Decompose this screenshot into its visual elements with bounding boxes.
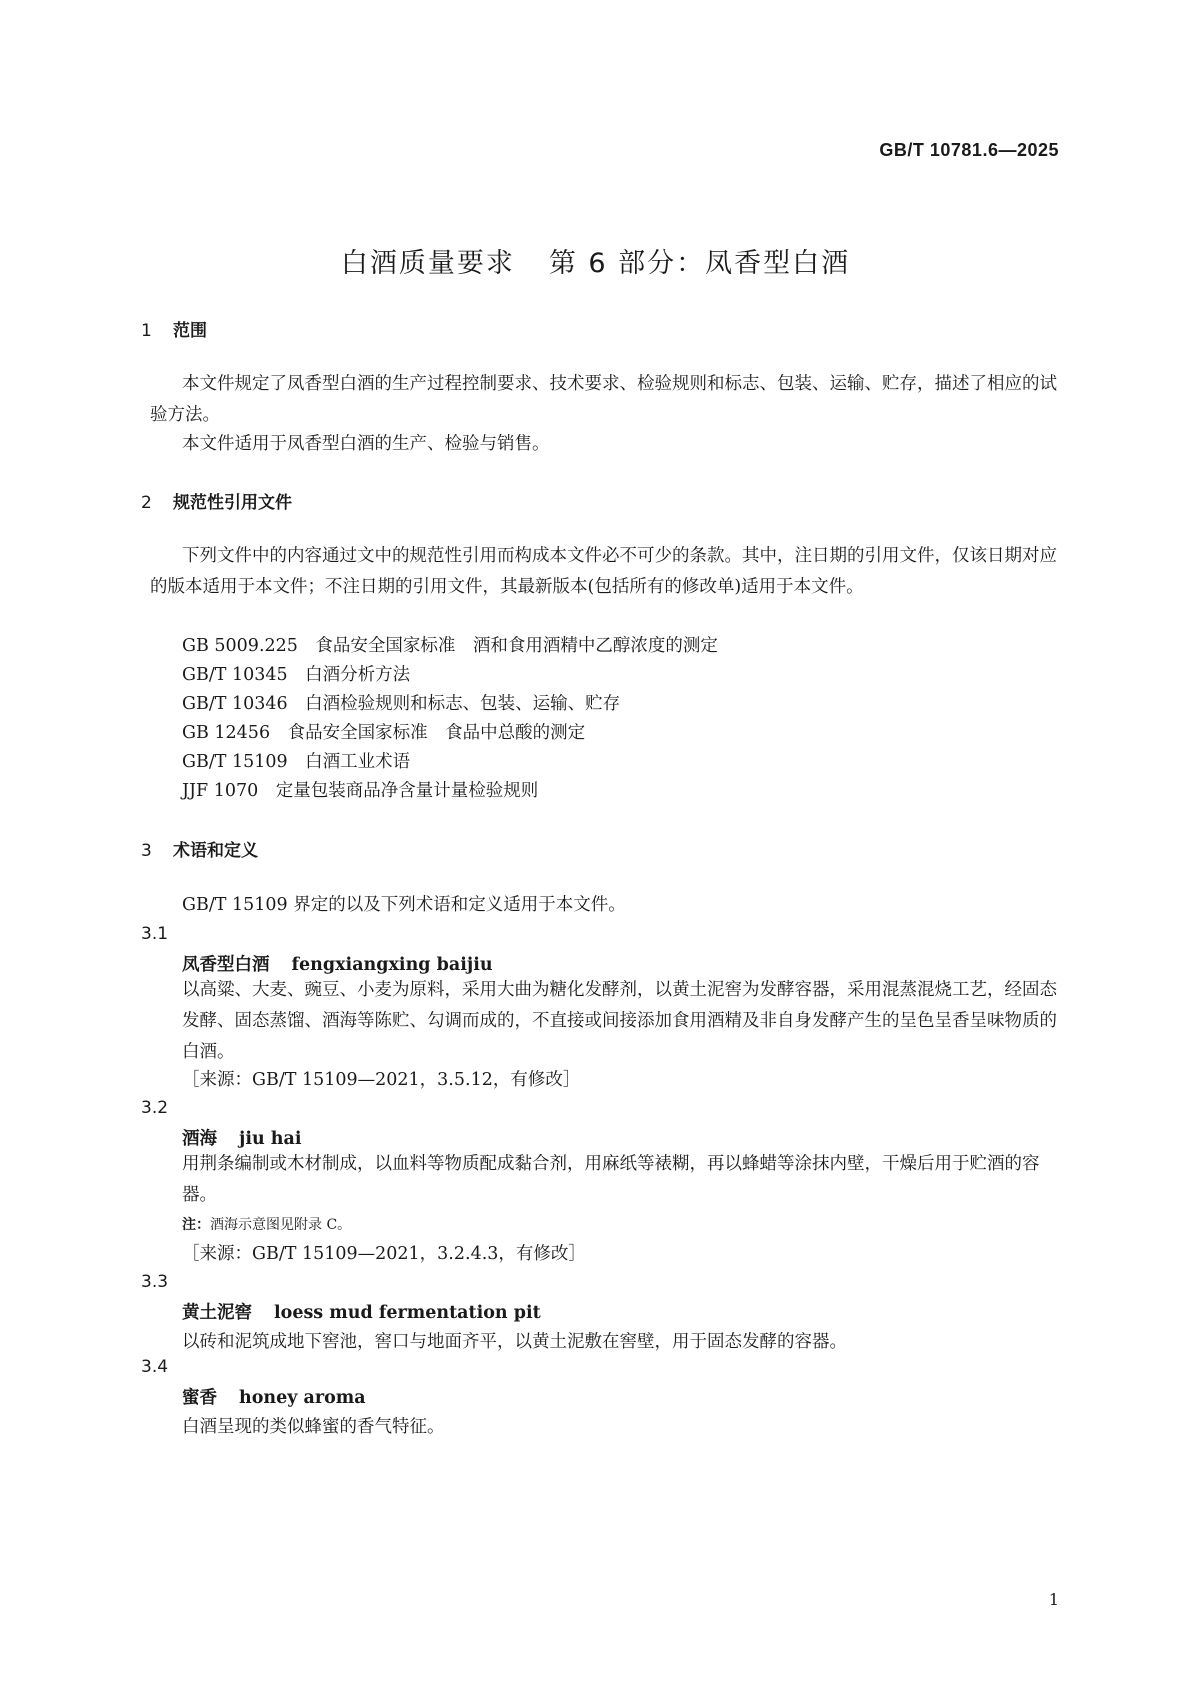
reference-item: JJF 1070 定量包装商品净含量计量检验规则 xyxy=(182,781,539,801)
reference-item: GB 12456 食品安全国家标准 食品中总酸的测定 xyxy=(182,723,586,743)
term-number: 3.3 xyxy=(141,1272,169,1292)
term-number: 3.2 xyxy=(141,1098,169,1118)
term-definition: 以砖和泥筑成地下窖池，窖口与地面齐平，以黄土泥敷在窖壁，用于固态发酵的容器。 xyxy=(182,1332,847,1352)
title-main: 白酒质量要求 xyxy=(340,248,515,279)
term-number: 3.4 xyxy=(141,1357,169,1377)
section-number: 3 xyxy=(141,841,152,861)
section-2-paragraph-1: 下列文件中的内容通过文中的规范性引用而构成本文件必不可少的条款。其中，注日期的引用文件，仅该日期对应的版本适用于本文件；不注日期的引用文件，其最新版本(包括所有的修改单)适用于本文件。 xyxy=(150,546,1057,597)
term-zh: 蜜香 xyxy=(182,1388,217,1408)
title-part: 第 6 部分：凤香型白酒 xyxy=(548,248,851,279)
page-number: 1 xyxy=(1048,1590,1059,1609)
note-text: 酒海示意图见附录 C。 xyxy=(210,1217,352,1233)
term-zh: 黄土泥窖 xyxy=(182,1303,252,1323)
section-3-heading xyxy=(141,836,258,861)
term-name xyxy=(182,1299,541,1324)
section-2-heading xyxy=(141,488,292,513)
note-label: 注： xyxy=(182,1217,210,1233)
section-title: 术语和定义 xyxy=(173,841,258,861)
term-zh: 凤香型白酒 xyxy=(182,955,270,975)
section-number: 2 xyxy=(141,493,152,513)
term-name xyxy=(182,1125,302,1150)
section-1-heading xyxy=(141,316,207,341)
term-definition: 用荆条编制或木材制成，以血料等物质配成黏合剂，用麻纸等裱糊，再以蜂蜡等涂抹内壁，干燥后用于贮酒的容器。 xyxy=(182,1154,1040,1205)
section-title: 范围 xyxy=(173,321,207,341)
document-title xyxy=(0,241,1191,280)
term-name xyxy=(182,951,493,976)
term-en: honey aroma xyxy=(239,1388,366,1408)
reference-item: GB/T 15109 白酒工业术语 xyxy=(182,752,411,772)
section-title: 规范性引用文件 xyxy=(173,493,292,513)
term-note xyxy=(182,1214,351,1234)
section-1-paragraph-1: 本文件规定了凤香型白酒的生产过程控制要求、技术要求、检验规则和标志、包装、运输、贮存，描述了相应的试验方法。 xyxy=(150,374,1057,425)
term-source: ［来源：GB/T 15109—2021，3.5.12，有修改］ xyxy=(182,1070,581,1090)
term-name xyxy=(182,1384,366,1409)
reference-item: GB 5009.225 食品安全国家标准 酒和食用酒精中乙醇浓度的测定 xyxy=(182,636,718,656)
term-number: 3.1 xyxy=(141,924,169,944)
term-definition: 以高粱、大麦、豌豆、小麦为原料，采用大曲为糖化发酵剂，以黄土泥窖为发酵容器，采用混蒸混烧工艺，经固态发酵、固态蒸馏、酒海等陈贮、勾调而成的，不直接或间接添加食用酒精及非自身发酵产生的呈色呈香呈味物质的白酒。 xyxy=(182,980,1057,1062)
term-en: loess mud fermentation pit xyxy=(274,1303,541,1323)
section-1-paragraph-2: 本文件适用于凤香型白酒的生产、检验与销售。 xyxy=(182,434,550,454)
reference-item: GB/T 10345 白酒分析方法 xyxy=(182,665,411,685)
reference-item: GB/T 10346 白酒检验规则和标志、包装、运输、贮存 xyxy=(182,694,621,714)
term-en: fengxiangxing baijiu xyxy=(291,955,493,975)
section-number: 1 xyxy=(141,321,152,341)
standard-code: GB/T 10781.6—2025 xyxy=(879,140,1059,160)
term-zh: 酒海 xyxy=(182,1129,217,1149)
term-en: jiu hai xyxy=(239,1129,302,1149)
term-definition: 白酒呈现的类似蜂蜜的香气特征。 xyxy=(182,1417,445,1437)
section-3-paragraph-1: GB/T 15109 界定的以及下列术语和定义适用于本文件。 xyxy=(182,895,626,915)
term-source: ［来源：GB/T 15109—2021，3.2.4.3，有修改］ xyxy=(182,1244,586,1264)
